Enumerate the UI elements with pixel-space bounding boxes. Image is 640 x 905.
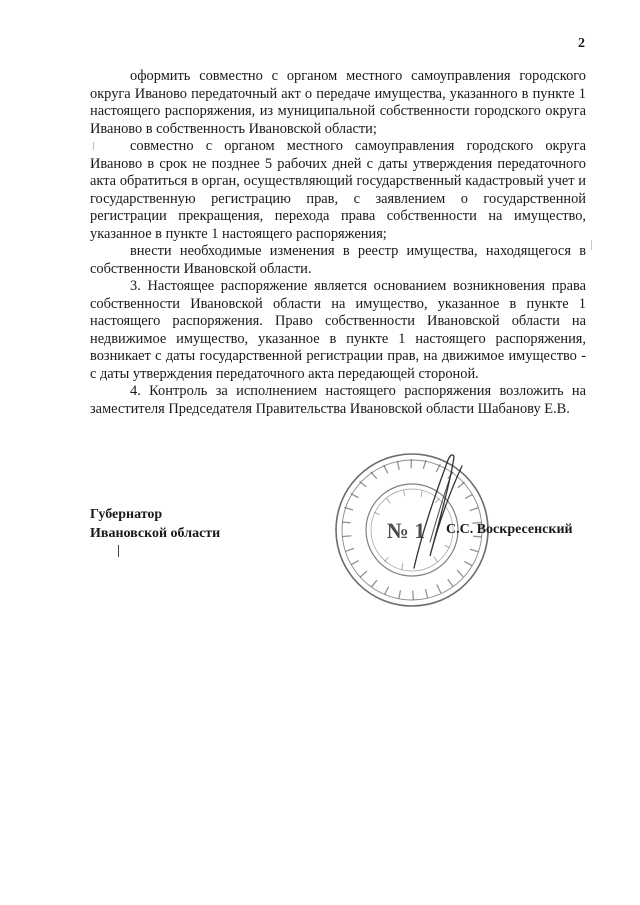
paragraph-transfer-act: оформить совместно с органом местного самоуправления городского округа Иваново передаточный акт о передаче имущества, указанного в пункте 1 настоящего распоряжения, из муниципальной собственности городского округа Иваново в собственность Ивановской области; (90, 68, 586, 137)
scan-mark (118, 545, 119, 557)
stamp-number: № 1 (386, 518, 426, 543)
signatory-title-line1: Губернатор (90, 507, 163, 522)
paragraph-ownership-basis: 3. Настоящее распоряжение является основанием возникновения права собственности Ивановской области на имущество, указанное в пункте 1 настоящего распоряжения. Право собственности Ивановской области на недвижимое имущество, указанное в пункте 1 настоящего распоряжения, возникает с даты государственной регистрации прав, на движимое имущество - с даты утверждения передаточного акта передающей стороной. (90, 278, 586, 382)
scan-mark (93, 142, 94, 150)
scan-mark (591, 240, 592, 250)
signatory-title (90, 505, 220, 543)
signatory-title-line2: Ивановской области (90, 526, 221, 541)
page-number: 2 (578, 36, 585, 51)
paragraph-control: 4. Контроль за исполнением настоящего распоряжения возложить на заместителя Председателя Правительства Ивановской области Шабанову Е.В. (90, 383, 586, 417)
signatory-name: С.С. Воскресенский (446, 522, 573, 537)
document-body (90, 68, 586, 418)
paragraph-registry-update: внести необходимые изменения в реестр имущества, находящегося в собственности Ивановской области. (90, 243, 586, 277)
paragraph-registration: совместно с органом местного самоуправления городского округа Иваново в срок не позднее 5 рабочих дней с даты утверждения передаточного акта обратиться в орган, осуществляющий государственный кадастровый учет и государственную регистрацию прав, с заявлением о государственной регистрации прекращения, перехода права собственности на имущество, указанное в пункте 1 настоящего распоряжения; (90, 138, 586, 242)
